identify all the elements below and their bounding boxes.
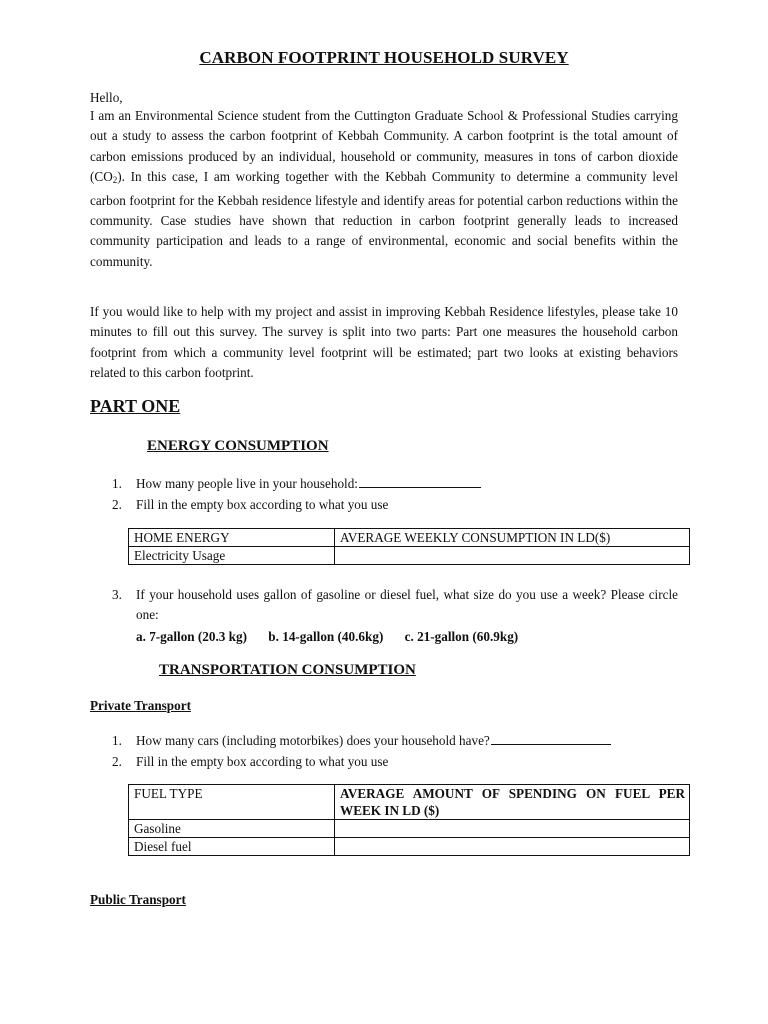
question-text: How many people live in your household:: [136, 476, 358, 491]
intro-paragraph: [90, 106, 678, 272]
diesel-spending-input-cell[interactable]: [335, 838, 690, 856]
row-label-gasoline: Gasoline: [129, 820, 335, 838]
table-header-home-energy: HOME ENERGY: [129, 529, 335, 547]
table-header-fuel-type: FUEL TYPE: [129, 785, 335, 820]
help-paragraph: If you would like to help with my project and assist in improving Kebbah Residence lifestyles, please take 10 minutes to fill out this survey. The survey is split into two parts: Part one measures the household carbon footprint from which a community level footprint will be estimated; part two looks at existing behaviors related to this carbon footprint.: [90, 304, 678, 381]
intro-text-end: ). In this case, I am working together with the Kebbah Community to determine a community level carbon footprint for the Kebbah residence lifestyle and identify areas for potential carbon reductions within the community. Case studies have shown that reduction in carbon footprint generally leads to increased community participation and leads to a range of environmental, economic and social benefits within the community.: [90, 169, 678, 269]
table-header-row: [129, 785, 690, 820]
question-number: 2.: [112, 497, 122, 512]
option-c[interactable]: c. 21-gallon (60.9kg): [404, 629, 519, 644]
question-number: 3.: [112, 587, 122, 602]
fuel-size-options: [136, 627, 536, 647]
household-size-answer-line[interactable]: [359, 475, 481, 488]
part-one-heading: PART ONE: [90, 396, 181, 416]
question-fuel-size: [112, 585, 678, 627]
intro-text-start: I am an Environmental Science student from the Cuttington Graduate School & Professional Studies carrying out a study to assess the carbon footprint of Kebbah Community. A carbon footprint is the total amount of carbon emissions produced by an individual, household or community, measures in tons of carbon dioxide (CO: [90, 108, 678, 185]
row-label-diesel: Diesel fuel: [129, 838, 335, 856]
transportation-consumption-heading: TRANSPORTATION CONSUMPTION: [159, 662, 416, 678]
gasoline-spending-input-cell[interactable]: [335, 820, 690, 838]
public-transport-heading: Public Transport: [90, 892, 186, 907]
table-header-fuel-spending: AVERAGE AMOUNT OF SPENDING ON FUEL PER WEEK IN LD ($): [335, 785, 690, 820]
energy-consumption-heading: ENERGY CONSUMPTION: [147, 438, 329, 454]
co2-subscript: 2: [112, 175, 118, 186]
private-transport-heading: Private Transport: [90, 698, 191, 713]
table-row: [129, 820, 690, 838]
question-text: How many cars (including motorbikes) does your household have?: [136, 733, 490, 748]
question-text: Fill in the empty box according to what you use: [136, 754, 389, 769]
option-a[interactable]: a. 7-gallon (20.3 kg): [136, 629, 247, 644]
row-label-electricity: Electricity Usage: [129, 547, 335, 565]
question-number: 1.: [112, 476, 122, 491]
table-row: [129, 838, 690, 856]
car-count-answer-line[interactable]: [491, 732, 611, 745]
home-energy-table: [128, 528, 690, 565]
greeting: Hello,: [90, 90, 123, 105]
table-header-weekly-consumption: AVERAGE WEEKLY CONSUMPTION IN LD($): [335, 529, 690, 547]
question-number: 2.: [112, 754, 122, 769]
option-b[interactable]: b. 14-gallon (40.6kg): [268, 629, 384, 644]
table-row: [129, 547, 690, 565]
question-text: Fill in the empty box according to what you use: [136, 497, 389, 512]
question-number: 1.: [112, 733, 122, 748]
page-title: CARBON FOOTPRINT HOUSEHOLD SURVEY: [199, 48, 569, 67]
table-header-row: [129, 529, 690, 547]
electricity-usage-input-cell[interactable]: [335, 547, 690, 565]
question-text: If your household uses gallon of gasoline or diesel fuel, what size do you use a week? Please circle one:: [136, 587, 678, 622]
fuel-type-table: [128, 784, 690, 856]
